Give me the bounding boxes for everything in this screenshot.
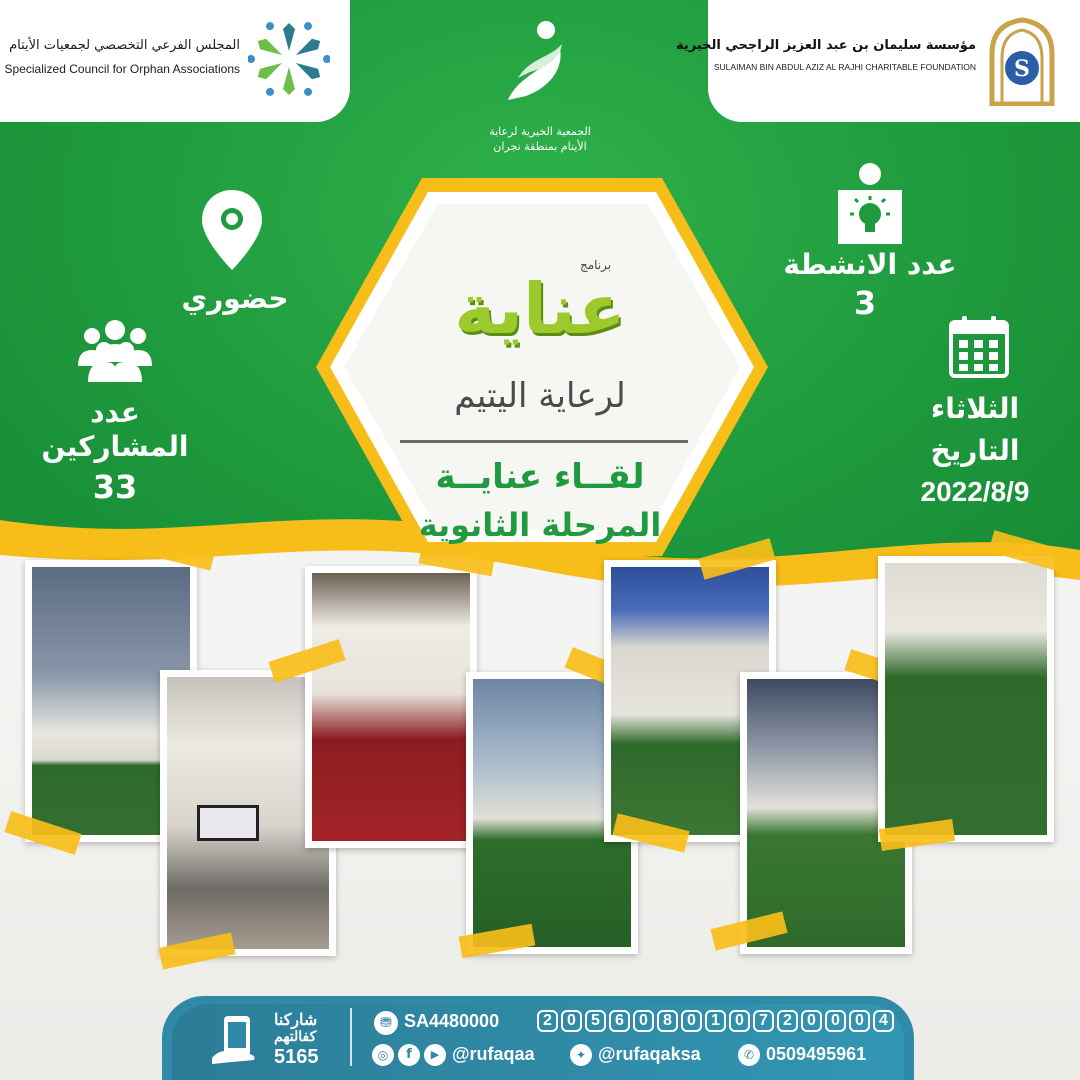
iban-digit: 1 <box>705 1010 726 1032</box>
share-label-2: كفالتهم <box>274 1028 317 1044</box>
foundation-name-en: SULAIMAN BIN ABDUL AZIZ AL RAJHI CHARITABLE FOUNDATION <box>713 62 976 72</box>
council-card <box>0 0 350 122</box>
meeting-title: لقــاء عنايــة <box>435 457 645 497</box>
iban-digit: 0 <box>801 1010 822 1032</box>
foundation-name-ar: مؤسسة سليمان بن عبد العزيز الراجحي الخيرية <box>676 38 976 53</box>
date-value: 2022/8/9 <box>920 476 1030 507</box>
social-handle-2[interactable]: @rufaqaksa <box>598 1044 701 1064</box>
share-number: 5165 <box>274 1046 319 1068</box>
iban-digit: 7 <box>753 1010 774 1032</box>
iban-digit: 4 <box>873 1010 894 1032</box>
foundation-logo-icon <box>982 14 1062 106</box>
attendance-mode: حضوري <box>181 282 289 315</box>
calendar-icon <box>948 314 1010 378</box>
participants-label: عدد المشاركين <box>41 396 189 463</box>
council-name-en: Specialized Council for Orphan Associations <box>4 62 240 76</box>
iban-digit: 2 <box>777 1010 798 1032</box>
iban-digit: 0 <box>849 1010 870 1032</box>
phone-icon: ✆ <box>738 1044 760 1066</box>
meeting-stage: المرحلة الثانوية <box>418 506 662 544</box>
foundation-card <box>676 0 1080 122</box>
presentation-lightbulb-icon <box>832 160 908 246</box>
participants-count: 33 <box>92 468 138 506</box>
iban-digits <box>534 1010 894 1032</box>
activities-count: 3 <box>853 284 877 322</box>
council-logo-icon <box>248 18 330 100</box>
iban-digit: 6 <box>609 1010 630 1032</box>
bank-icon: ⛃ <box>374 1011 398 1035</box>
location-pin-icon <box>200 188 264 272</box>
svg-text:S: S <box>1014 56 1030 82</box>
association-name: الجمعية الخيرية لرعاية الأيتام بمنطقة نجران <box>489 125 591 153</box>
iban-digit: 0 <box>681 1010 702 1032</box>
people-group-icon <box>72 316 158 382</box>
day-name: الثلاثاء <box>930 392 1020 425</box>
twitter-icon[interactable]: ✦ <box>570 1044 592 1066</box>
facebook-icon[interactable]: f <box>398 1044 420 1066</box>
iban-digit: 5 <box>585 1010 606 1032</box>
screen-icon <box>197 805 259 841</box>
association-logo-icon <box>490 14 590 122</box>
iban-digit: 2 <box>537 1010 558 1032</box>
iban-digit: 0 <box>825 1010 846 1032</box>
iban-digit: 8 <box>657 1010 678 1032</box>
program-brand: عناية <box>454 268 626 350</box>
footer-bar <box>162 996 914 1080</box>
hexagon-divider <box>400 440 688 443</box>
youtube-icon[interactable]: ▶ <box>424 1044 446 1066</box>
instagram-icon[interactable]: ◎ <box>372 1044 394 1066</box>
iban-digit: 0 <box>561 1010 582 1032</box>
program-subtitle: لرعاية اليتيم <box>454 376 626 416</box>
date-label: التاريخ <box>930 434 1020 467</box>
photo-7 <box>878 556 1054 842</box>
donation-phone-icon <box>210 1014 266 1066</box>
program-label: برنامج <box>580 258 612 272</box>
photo-3 <box>305 566 477 848</box>
footer-separator <box>350 1008 352 1066</box>
share-label-1: شاركنا <box>274 1012 318 1029</box>
social-handle-1[interactable]: @rufaqaa <box>452 1044 535 1064</box>
council-name-ar: المجلس الفرعي التخصصي لجمعيات الأيتام <box>9 38 240 53</box>
iban-digit: 0 <box>633 1010 654 1032</box>
iban-digit: 0 <box>729 1010 750 1032</box>
phone-number[interactable]: 0509495961 <box>766 1044 867 1064</box>
activities-label: عدد الانشطة <box>783 248 957 281</box>
iban-prefix: SA4480000 <box>404 1011 500 1031</box>
